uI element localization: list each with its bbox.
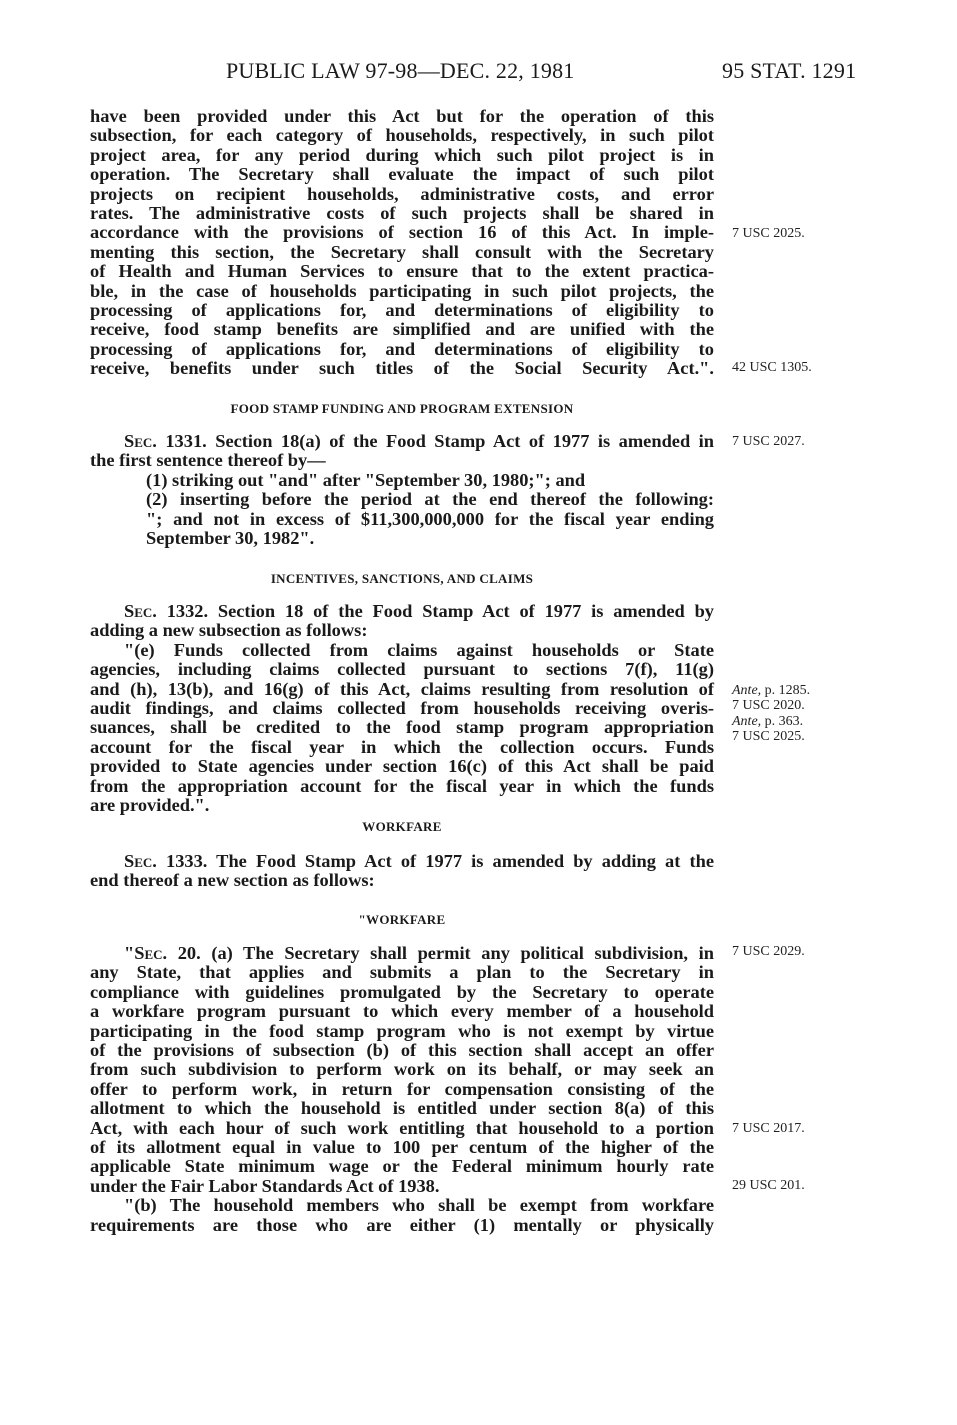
text-line: rates. The administrative costs of such projects shall be shared in	[90, 203, 714, 224]
section-heading-incentives: INCENTIVES, SANCTIONS, AND CLAIMS	[270, 571, 534, 586]
text-line: receive, food stamp benefits are simplified and are unified with the	[90, 319, 714, 340]
margin-citation: 7 USC 2017.	[732, 1121, 805, 1136]
sec-text: 1331. Section 18(a) of the Food Stamp Act of 1977 is amended in	[156, 431, 714, 451]
text-line: "; and not in excess of $11,300,000,000 for the fiscal year ending	[146, 508, 714, 529]
text-line: subsection, for each category of households, respectively, in such pilot	[90, 125, 714, 146]
sec-label: Sec.	[124, 601, 157, 621]
text-line: of Health and Human Services to ensure that to the extent practica-	[90, 261, 714, 282]
margin-ante: Ante,	[732, 683, 762, 698]
text-line: projects on recipient households, administrative costs, and error	[90, 183, 714, 204]
sec-label: Sec.	[124, 431, 157, 451]
margin-citation	[732, 683, 810, 698]
text-line: compliance with guidelines promulgated by the Secretary to operate	[90, 981, 714, 1002]
section-20	[90, 944, 714, 1235]
text-line: receive, benefits under such titles of the Social Security Act.".	[90, 358, 714, 379]
text-line	[90, 852, 714, 871]
subsection-heading-workfare: "WORKFARE	[358, 912, 446, 927]
text-line: audit findings, and claims collected from households receiving overis-	[90, 698, 714, 719]
text-line: of its allotment equal in value to 100 per centum of the higher of the	[90, 1137, 714, 1158]
margin-citation	[732, 714, 803, 729]
text-line: the first sentence thereof by—	[90, 450, 326, 471]
sec-label: Sec.	[124, 851, 157, 871]
text-line: suances, shall be credited to the food stamp program appropriation	[90, 717, 714, 738]
text-line: are provided.".	[90, 795, 210, 816]
text-line: ble, in the case of households participating in such pilot projects, the	[90, 280, 714, 301]
sec-text: 20. (a) The Secretary shall permit any political subdivision, in	[167, 943, 714, 963]
margin-citation: 7 USC 2020.	[732, 698, 805, 713]
text-line: accordance with the provisions of section 16 of this Act. In imple-	[90, 222, 714, 243]
text-line: agencies, including claims collected pursuant to sections 7(f), 11(g)	[90, 659, 714, 680]
text-line: Act, with each hour of such work entitling that household to a portion	[90, 1117, 714, 1138]
text-line	[90, 432, 714, 451]
text-line	[90, 944, 714, 963]
open-quote: "	[124, 943, 135, 963]
text-line: and (h), 13(b), and 16(g) of this Act, claims resulting from resolution of	[90, 678, 714, 699]
margin-citation: 7 USC 2025.	[732, 729, 805, 744]
text-line: any State, that applies and submits a plan to the Secretary in	[90, 962, 714, 983]
section-1331	[90, 432, 714, 548]
text-line: a workfare program pursuant to which every member of a household	[90, 1001, 714, 1022]
section-heading-workfare: WORKFARE	[362, 819, 442, 834]
text-line: project area, for any period during which such pilot project is in	[90, 144, 714, 165]
page-header-title: PUBLIC LAW 97-98—DEC. 22, 1981	[226, 58, 575, 83]
text-line: allotment to which the household is entitled under section 8(a) of this	[90, 1098, 714, 1119]
margin-citation: 7 USC 2027.	[732, 434, 805, 449]
margin-citation: 7 USC 2029.	[732, 944, 805, 959]
continued-paragraph	[90, 107, 714, 379]
text-line: of the provisions of subsection (b) of this section shall accept an offer	[90, 1040, 714, 1061]
text-line: operation. The Secretary shall evaluate the impact of such pilot	[90, 164, 714, 185]
text-line: end thereof a new section as follows:	[90, 870, 375, 891]
text-line: have been provided under this Act but for the operation of this	[90, 106, 714, 126]
text-line	[90, 602, 714, 621]
text-line: requirements are those who are either (1) mentally or physically	[90, 1214, 714, 1235]
text-line: "(b) The household members who shall be exempt from workfare	[124, 1195, 714, 1216]
sec-label: Sec.	[134, 943, 168, 963]
margin-page: p. 1285.	[761, 683, 811, 698]
section-heading-funding: FOOD STAMP FUNDING AND PROGRAM EXTENSION	[230, 401, 574, 416]
text-line: applicable State minimum wage or the Federal minimum hourly rate	[90, 1156, 714, 1177]
margin-citation: 7 USC 2025.	[732, 226, 805, 241]
text-line: provided to State agencies under section 16(c) of this Act shall be paid	[90, 756, 714, 777]
sec-text: 1333. The Food Stamp Act of 1977 is amended by adding at the	[156, 851, 714, 871]
text-line: processing of applications for, and determinations of eligibility to	[90, 338, 714, 359]
text-line: from such subdivision to perform work on its behalf, or may seek an	[90, 1059, 714, 1080]
margin-citation: 42 USC 1305.	[732, 360, 812, 375]
sec-text: 1332. Section 18 of the Food Stamp Act of 1977 is amended by	[156, 601, 714, 621]
text-line: account for the fiscal year in which the collection occurs. Funds	[90, 736, 714, 757]
margin-citation: 29 USC 201.	[732, 1178, 805, 1193]
text-line: adding a new subsection as follows:	[90, 620, 368, 641]
text-line: processing of applications for, and determinations of eligibility to	[90, 300, 714, 321]
text-line: menting this section, the Secretary shall consult with the Secretary	[90, 241, 714, 262]
text-line: September 30, 1982".	[146, 528, 315, 549]
margin-ante: Ante,	[732, 714, 762, 729]
section-1332	[90, 602, 714, 815]
text-line: (1) striking out "and" after "September 30, 1980;"; and	[146, 469, 586, 490]
text-line: offer to perform work, in return for compensation consisting of the	[90, 1078, 714, 1099]
text-line: from the appropriation account for the fiscal year in which the funds	[90, 775, 714, 796]
text-line: under the Fair Labor Standards Act of 1938.	[90, 1175, 440, 1196]
page-header-stat: 95 STAT. 1291	[722, 58, 857, 83]
margin-page: p. 363.	[761, 714, 804, 729]
text-line: "(e) Funds collected from claims against households or State	[124, 639, 714, 660]
text-line: participating in the food stamp program who is not exempt by virtue	[90, 1020, 714, 1041]
section-1333	[90, 852, 714, 891]
text-line: (2) inserting before the period at the end thereof the following:	[146, 489, 714, 510]
